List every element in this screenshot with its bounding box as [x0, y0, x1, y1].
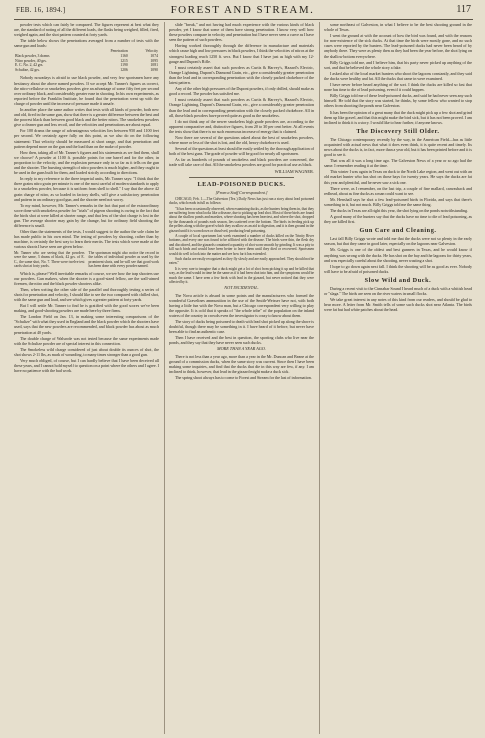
- paragraph: Now there are several of the questions asked about the best of smokeless powders, where more or less of the shot is lost, and the old, heavy chokebore is used.: [169, 134, 314, 146]
- paragraph: I asked also of the local market hunters who shoot the lagoons constantly, and they said the ducks were healthy and fat. All the ducks that came in were examined.: [324, 70, 472, 81]
- paragraph: Such ducks are easily recognized as they fly slowly and are easily approached. They should not be eaten.": [169, 257, 314, 266]
- paragraphs: [169, 197, 314, 285]
- paragraph: There were, as I remember, on the last trip, a couple of fine mallard, canvasback and redhead, about as fine ducks as a man could want to see.: [324, 185, 472, 196]
- paragraph: The Smokeless wild charge considered of just about double its ounces of shot, the shot shows 2-11 lbs, as mark of wounding, to many times stronger than a good gun.: [14, 346, 159, 357]
- paragraph: There is not less than a year ago, more than a year in the Mr. Duncan and Beane at the ground of a commission ducks, when the same story was current. Since then I have been making some inquiries, and find that the ducks that die in this way are few, if any. I am inclined to think, however, that lead in the gizzard might make a duck sick.: [169, 353, 314, 374]
- paragraph: That was all it was a long time ago. The Galveston News of a year or so ago had the same. I remember reading it at the time.: [324, 158, 472, 169]
- paragraph: In reply to my reference to the three imperial units, Mr. Tanner says: "I think that the three grains nitro grain per minute is one of the most careful of modern standards to apply to a smokeless powder, because it is uniform from shell to shell." I say that the above 42 grain charge of nitro, as so loaded in factory shells, will give a satisfactory penetration and pattern in an ordinary good gun, and the shooter need not worry.: [14, 176, 159, 202]
- paragraph: For 100 drams the range of advantageous velocities lies between 950 and 1100 feet per second. We certainly agree fully on this point, as we also do on the following statement: That velocity should be measured at short range, and that penetration and pattern depend more on the gun and the load than on the make of powder.: [14, 128, 159, 149]
- page-header: [0, 4, 485, 20]
- table-cell: 1090: [150, 67, 158, 72]
- paragraphs: [324, 137, 472, 225]
- paragraph: I hope to go down again next fall. I think the shooting will be as good as ever. Nobody will have to be afraid of poisoned ducks.: [324, 263, 472, 274]
- table-header: Velocity: [145, 49, 158, 54]
- paragraph: Very much obliged, of course, but I can hardly believe that I have been deceived all these years, and I cannot hold myself to question on a point where the others and I agree. I have no patience with the bad work.: [14, 358, 159, 374]
- header-rule: [14, 19, 473, 20]
- paragraph: "It has been occasionally observed, when examining ducks, as the hunters bring them in, that they are suffering from what looks like a disease, due to picking up lead shot. Most of these birds are found about the shallow ponds and marshes, where shooting has been heaviest, and where the shot, dropped by the thousands of pounds each season, lies scattered over the bottom. The birds in feeding pick up the pellets along with the gravel which they swallow as an aid to digestion, and it is then ground in the gizzard until it is worn down or dissolved, producing lead poisoning.: [169, 206, 314, 233]
- subheading: MORE THAN A YEAR AGO.: [217, 346, 266, 352]
- paragraph: Then I have received and the best in question, the sporting clubs who live near the ponds, and they say that they have never seen such ducks.: [169, 335, 314, 346]
- paragraph: Other than the statements of the tests, I would suggest to the author the sole claim he has made public in his own mind. The testing of powders by shooting, rather than by machine, is certainly the best way to learn their merits. The tests which were made at the various shoots I have seen are given below.: [14, 229, 159, 250]
- paragraph: It has been the opinion of a great many that the duck might pick up a few shot and grind them up like gravel, and that this might make the bird sick, but it has not been proved. I am inclined to think it is a story. I would like to hear further, if anyone knows.: [324, 109, 472, 125]
- column-3: [324, 22, 472, 734]
- signature: WILLIAM WAGNER.: [274, 168, 314, 174]
- table-cell: 1160: [120, 54, 128, 59]
- paragraphs: [324, 236, 472, 274]
- paragraph: I must certainly assert that such powders as Curtis & Harvey's, Hazard's Electric, Orange Lightning, Dupont's Diamond Grain, etc., give a considerably greater penetration than the lead and in corresponding penetration with the closely packed chokebore of the latest pattern.: [169, 64, 314, 86]
- paragraph: The double charge of Walsrode was not tested because the same experiments made with the Schultze powder are of special interest in this connection.: [14, 335, 159, 346]
- two-column-box: [14, 251, 159, 269]
- table-row: [14, 68, 159, 73]
- paragraph: Then, when writing the other side of the parallel and thoroughly testing a series of shots for penetration and velocity, I should like to see the two compared with chilled shot, with the same gun and load, and see which gives a greater pattern at forty yards.: [14, 286, 159, 302]
- paragraph: The Chicago contemporary recently by the way, in the American Field—has as little acquainted with actual news that what it does even think, it is quite recent and timely. Its news about the ducks is, in fact, more than a year old, but it has been printed before and it is good to see it.: [324, 136, 472, 158]
- paragraph: But I will settle Mr. Tanner to find he is gratified with the good scores we've been making, and good-shooting powders are made here by three firms.: [14, 303, 159, 314]
- section-rule: [189, 177, 294, 178]
- table-body: [14, 54, 159, 72]
- paragraphs: [324, 22, 472, 125]
- paragraph: Mr. Griggs is one of the oldest and best gunners in Texas, and he would know if anything was wrong with the ducks. He has shot on the bay and the lagoons for thirty years, and was especially careful about the shooting, never wasting a shot.: [324, 247, 472, 263]
- paragraph: The story of ducks being poisoned to death with lead shot picked up along the shore is doubtful, though there may be something in it. I have heard of it before, but never have been able to find an authentic case.: [169, 319, 314, 335]
- paragraph: The Nova article is absurd in some points and the manufacturers who formed the wonderful Gravelines ammunition in the use of the Smith-Weisser have not, with both having a little fun with the Nova man, but a Chicago correspondent very willing to play the opposite. It is cold that it speaks of "the whole tribe" of the population on the inland waters of the country in crowds even the investigator is crazy to know about them.: [169, 292, 314, 318]
- paragraphs: [14, 22, 159, 48]
- paragraph: Mr. Henshall says he shot a few lead-poisoned birds in Florida, and says that there's something in it, but not much. Billy Griggs told me the same thing.: [324, 196, 472, 207]
- article-headline: Gun Care and Cleaning.: [359, 227, 437, 235]
- paragraphs: [169, 293, 314, 346]
- paragraph: I must certainly assert that such powders as Curtis & Harvey's, Hazard's Electric, Orange Lightning, Dupont's Diamond Grain, etc., give a considerably greater penetration than the lead and in corresponding penetration with the closely packed chokebore. All in all, those black powders have proved quite as good as the smokeless.: [169, 97, 314, 118]
- subheading: NOT INCIDENTAL.: [224, 285, 259, 291]
- paragraph: some northeast of Galveston, in what I believe to be the best shooting ground in the whole of Texas.: [324, 22, 472, 33]
- two-column-text: Mr. Tanner who are seeing that the powders were the same, 3 drams of black, 42 grs. of E. C., the same shot, No. 7. There were twelve test cards shot at forty yards.: [14, 250, 85, 269]
- paragraph: This winter I was again in Texas on duck to the North Lake region, and went out with an old market hunter who has shot on those bays for twenty years. He says the ducks are fat this year and plentiful, and he never saw a sick one.: [324, 169, 472, 185]
- paragraph: Several of the questions at least should be easily settled by the thorough application of both of the best guns. The grade of powder will be good for nearly all sportsmen.: [169, 146, 314, 157]
- paragraph: In another place the same author writes that tests with all kinds of powder, both new and old, fired in the same gun, show that there is a greater difference between the best and the poorest black than between good black and the better nitros. The smokeless powders give a cleaner gun and less recoil, and the velocities and penetrations are about equal.: [14, 107, 159, 128]
- paragraph: During a recent visit to the Cinnabar Sound I heard much of a duck with a whitish head or "slaga." The birds are seen on the river waters in small flocks.: [324, 285, 472, 297]
- table-cell: 1206: [120, 67, 128, 72]
- column-divider: [164, 22, 165, 734]
- column-2: [169, 22, 314, 734]
- article-headline: The Discovery Still Older.: [356, 127, 440, 135]
- paragraph: The London Field on Jan. 13, in making some interesting comparisons of the "Schultze" with what they used in England and the black powder which the shooters have used, says that the new powders are recommended, and black powder has about as much penetration at 40 yards.: [14, 314, 159, 335]
- table-header: Penetration: [110, 49, 128, 54]
- paragraphs: [14, 271, 159, 374]
- column-divider: [319, 22, 320, 734]
- page-number: 117: [456, 4, 471, 15]
- table-cell: Nitro powder, 40 grs.: [15, 58, 47, 63]
- table-cell: Black powder, 3 drams: [15, 54, 50, 59]
- paragraph: The ducks in Texas are all right this year, the shot lying on the ponds notwithstanding.: [330, 208, 469, 213]
- paragraph: We take great interest in any notes of this kind from our readers, and should be glad to hear more. A letter from Mr. Smith tells of some such ducks shot near Atlanta. The birds were fat but had white patches about the head.: [324, 297, 472, 313]
- table-cell: E. C. No. 2, 42 grs.: [15, 63, 44, 68]
- paragraph: I went the ground at with the account of how the bird was found, and with the reasons for non-existence of the sick ducks. At that time the birds were mostly gone, and no such cases were reported by the hunters. The lead-poisoned ducks had never been heard of by anybody there. They were as plenty then as they had been the year before, the shot lying on the shallow bottom everywhere.: [324, 33, 472, 59]
- paragraphs: [169, 354, 314, 380]
- table-cell: 1081: [150, 63, 158, 68]
- paragraph: Billy Griggs told me of these lead-poisoned ducks, and said he had never seen any such himself. He told that the story was started, he thinks, by some fellow who wanted to stop others from shooting the ponds near Galveston.: [324, 93, 472, 109]
- paragraph: Having worked thoroughly through the difference in manufacture and materials which cause high and low pressures in black powders, I think the velocities of nitros at the strongest loading reach 1250 ft. secs. But I know that I have just as high with my 12-gauge and Dupont's Rifle.: [169, 43, 314, 64]
- article-headline: LEAD-POISONED DUCKS.: [197, 180, 286, 188]
- paragraph: It is very rare to imagine that a duck might get a lot of shot from picking it up and be killed that way, as the lead would in time be the same as if it had been shot into him, and the symptoms would be much the same. I have seen a few birds with lead in the gizzard, but never noticed that they were affected by it.: [169, 266, 314, 285]
- paragraph: The spring shoot always has to come to Forest and Stream for the last of information.: [175, 374, 312, 380]
- paragraph: I have never before heard anything of the sort. I think the ducks are killed so fast that none has time to die of lead poisoning, even if it could happen.: [324, 82, 472, 93]
- paragraph: powder tests which can fairly be compared. The figures represent at best what they are, the standard of noting of all the different loads, the flasks being weighed, filled, fired, weighed again, and the shot pattern counted at forty yards.: [14, 22, 159, 38]
- table-cell: 1074: [150, 54, 158, 59]
- penetration-table: [14, 49, 159, 72]
- two-column-text: The sportsman might also notice the record in the tables of individual powder as used by the prominent shots, and he will see that good work has been done with every powder named.: [88, 250, 159, 269]
- table-cell: Schultze, 42 grs.: [15, 67, 40, 72]
- article-headline: Slow Wild and Duck.: [364, 276, 432, 284]
- header-date: FEB. 16, 1894.]: [16, 6, 66, 14]
- paragraph: CHICAGO, Feb. 1.—The Galveston (Tex.) Daily News has just run a story about lead poisoned ducks, which reads in full as follows:: [169, 196, 314, 206]
- table-cell: 1215: [120, 58, 128, 63]
- table-cell: 1190: [120, 63, 128, 68]
- paragraphs: [324, 286, 472, 312]
- column-1: [14, 22, 159, 734]
- article-dateline: [From a Staff Correspondent.]: [215, 189, 268, 195]
- header-title: FOREST AND STREAM.: [170, 4, 315, 16]
- paragraph: Which is, please? Well inevitable remarks of course, we see how the trap shooters use our powders. Gun makers, when the shooter is a good-sized fellow, are the wall-aimed firemen, the nitro and the black powder shooters alike.: [14, 270, 159, 286]
- paragraph: As far as hundreds of pounds of smokeless and black powders are concerned, the trade will take care of that. All the smokeless powders are good for practical use as black.: [169, 157, 314, 168]
- paragraph: slide "break," and not having had much experience with the various kinds of black powder, yet I know that some of them have strong penetration. I know very well how these powders compare in velocity and penetration but I have never seen a curve as I have seen the pattern of such powders.: [169, 22, 314, 43]
- paragraph: Last fall Billy Griggs wrote and told me that the ducks were not so plenty in the early season, but that they came in good later, especially on the lagoons near Galveston.: [324, 236, 472, 247]
- paragraph: A couple of local sportsmen last week examined a number of ducks killed on the Trinity River bottoms, and every one was found to be afflicted with the disease. The birds were thin, the flesh dry and discolored, and the gizzards contained a quantity of shot worn smooth by grinding. It was a pity to kill such birds and would have been better to leave them until they died or recovered. Sportsmen would do well to look into the matter and see how far it has extended.: [169, 233, 314, 256]
- paragraph: Nobody nowadays is afraid to use black powder, and very few sportsmen have any hesitancy about the above named powders. If we accept Mr. Tanner's figures as correct, the nitro-cellulose or smokeless powders give an advantage of some fifty feet per second over ordinary black, and considerably greater ease in shooting. In his own experiments, as reported before the Franklin Institute, he found that the penetration went up with the charge of powder until the increase of pressure made it unsafe.: [14, 75, 159, 106]
- paragraphs: [14, 75, 159, 249]
- paragraph: Billy Griggs told me, and I believe him, that his party never picked up anything of the sort, and that he believed the whole story a fake.: [324, 59, 472, 70]
- paragraph: The table below shows the penetrations averaged from a number of tests with the same gun and loads:: [14, 38, 159, 49]
- paragraphs: [169, 22, 314, 168]
- paragraph: I do not think any of the newer smokeless high grade powders are, according to the apparent comparative and, distinctive figures, from 20 to 30 per cent better. At all events the tests show that there is no such enormous increase of energy that is claimed.: [169, 118, 314, 134]
- paragraph: A good many of the hunters say that the ducks have no time to die of lead poisoning, as they are killed first.: [324, 214, 472, 225]
- paragraph: To my mind, however, Mr. Tanner's remarks in the fact that part of the extraordinary score done with smokeless powder for "trials" of pigeon shooting is owing to the fact that the birds shot at were killed at shorter range, and that less of the shot charge is lost in the gun. The average shooter may gain by the change, but for ordinary field shooting the difference is small.: [14, 202, 159, 229]
- paragraph: Any of the other high pressures of the Dupont powders, if only drilled, should make as good a record. The powder has satisfied me.: [169, 86, 314, 97]
- table-cell: 1095: [150, 58, 158, 63]
- paragraph: How then, taking all of Mr. Tanner's figures and his statements as we find them, shall we choose? A powder at 1100 ft. possible points for one barrel and for the other, in proportion to the velocity, and the explosion pressure only in so far as it tells on the gun and the shooter. The bursting strength of nitro powders is much higher, and they ought to be used in the guns built for them, and loaded strictly according to directions.: [14, 149, 159, 176]
